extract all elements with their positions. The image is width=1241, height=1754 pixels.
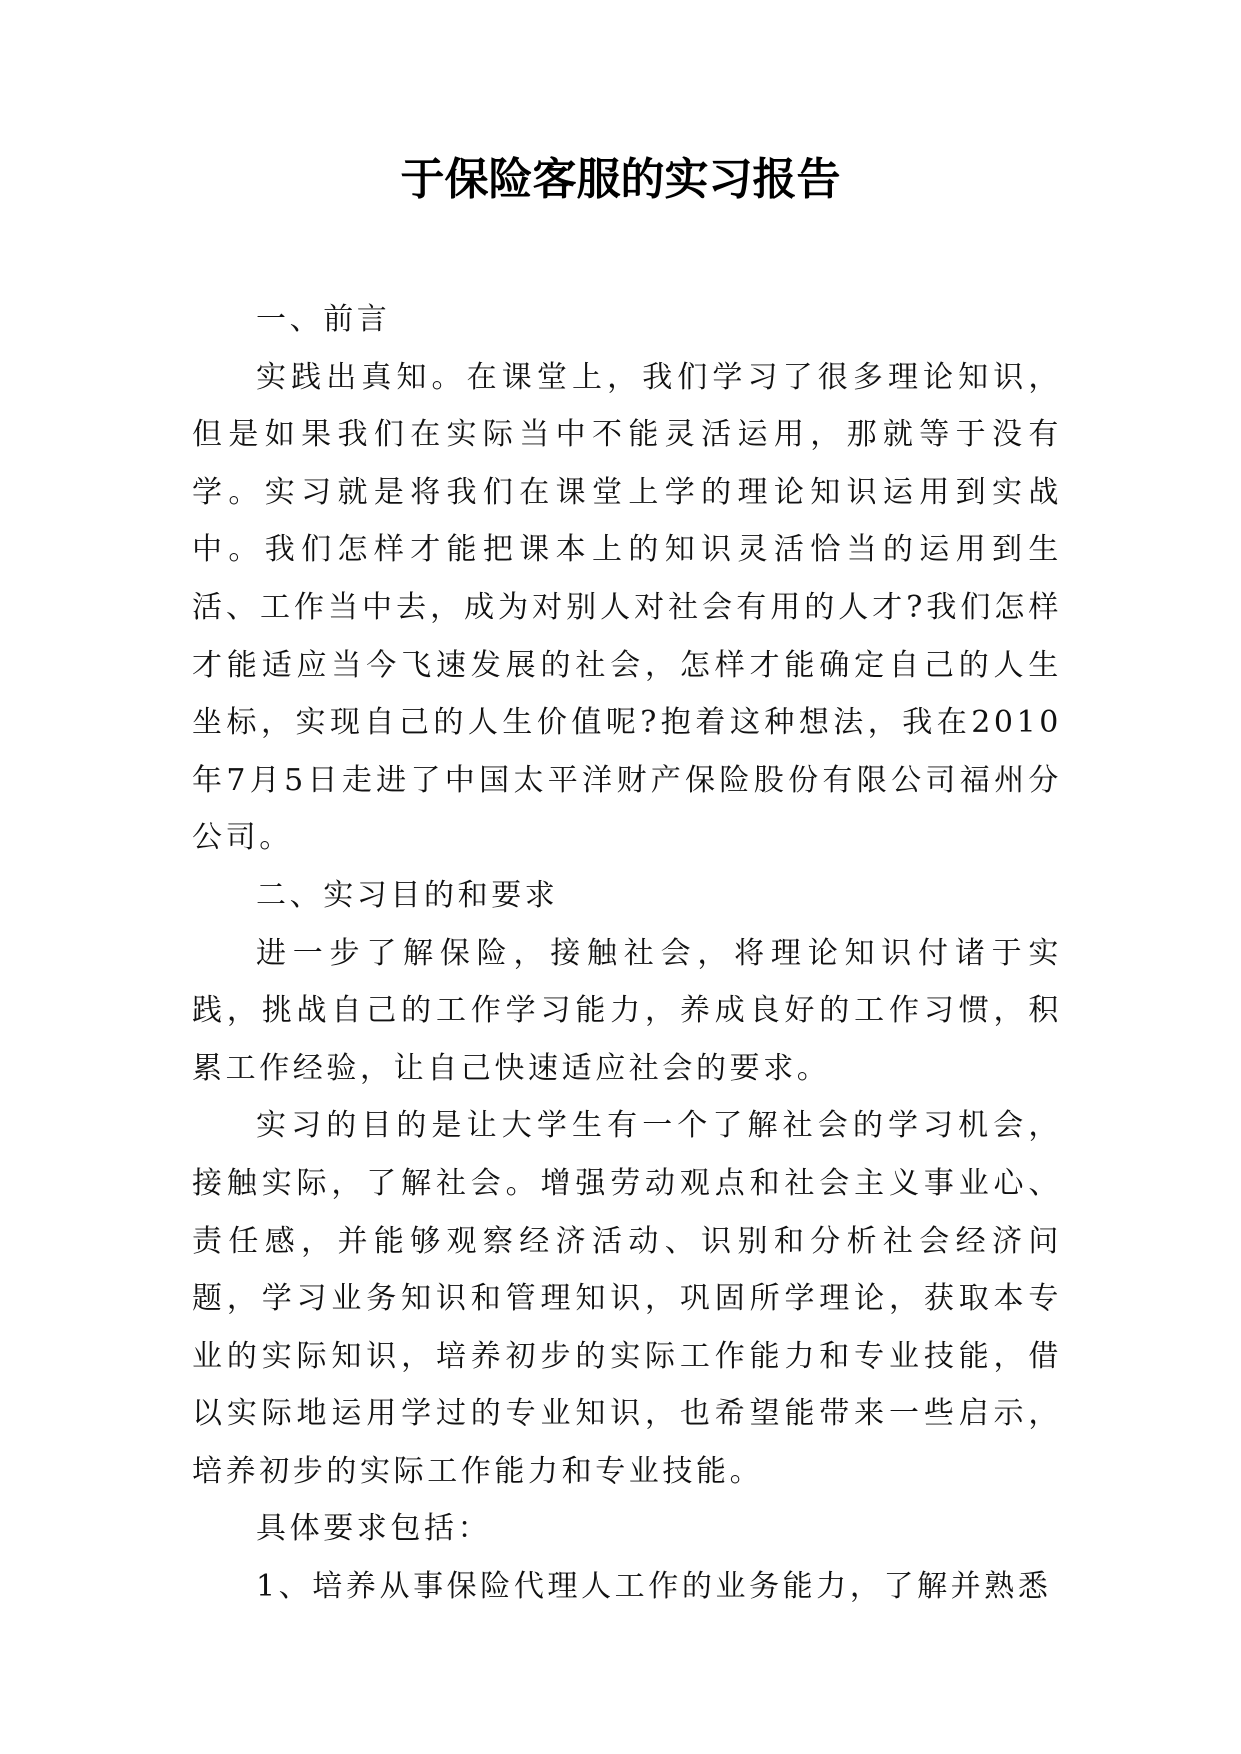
paragraph-purpose-2: 实习的目的是让大学生有一个了解社会的学习机会，接触实际，了解社会。增强劳动观点和社会主义事业心、责任感，并能够观察经济活动、识别和分析社会经济问题，学习业务知识和管理知识，巩固所学理论，获取本专业的实际知识，培养初步的实际工作能力和专业技能，借以实际地运用学过的专业知识，也希望能带来一些启示，培养初步的实际工作能力和专业技能。 — [192, 1108, 1062, 1489]
document-body — [192, 291, 1062, 1616]
section-heading-purpose: 二、实习目的和要求 — [256, 877, 559, 913]
list-item-requirement-1: 1、培养从事保险代理人工作的业务能力，了解并熟悉 — [256, 1569, 1052, 1605]
paragraph-requirements-intro: 具体要求包括： — [256, 1511, 492, 1547]
paragraph-preface: 实践出真知。在课堂上，我们学习了很多理论知识，但是如果我们在实际当中不能灵活运用，那就等于没有学。实习就是将我们在课堂上学的理论知识运用到实战中。我们怎样才能把课本上的知识灵活恰当的运用到生活、工作当中去，成为对别人对社会有用的人才?我们怎样才能适应当今飞速发展的社会，怎样才能确定自己的人生坐标，实现自己的人生价值呢?抱着这种想法，我在2010年7月5日走进了中国太平洋财产保险股份有限公司福州分公司。 — [192, 359, 1062, 856]
paragraph-purpose-1: 进一步了解保险，接触社会，将理论知识付诸于实践，挑战自己的工作学习能力，养成良好的工作习惯，积累工作经验，让自己快速适应社会的要求。 — [192, 935, 1062, 1086]
section-heading-preface: 一、前言 — [256, 302, 391, 337]
document-title: 于保险客服的实习报告 — [400, 154, 841, 205]
